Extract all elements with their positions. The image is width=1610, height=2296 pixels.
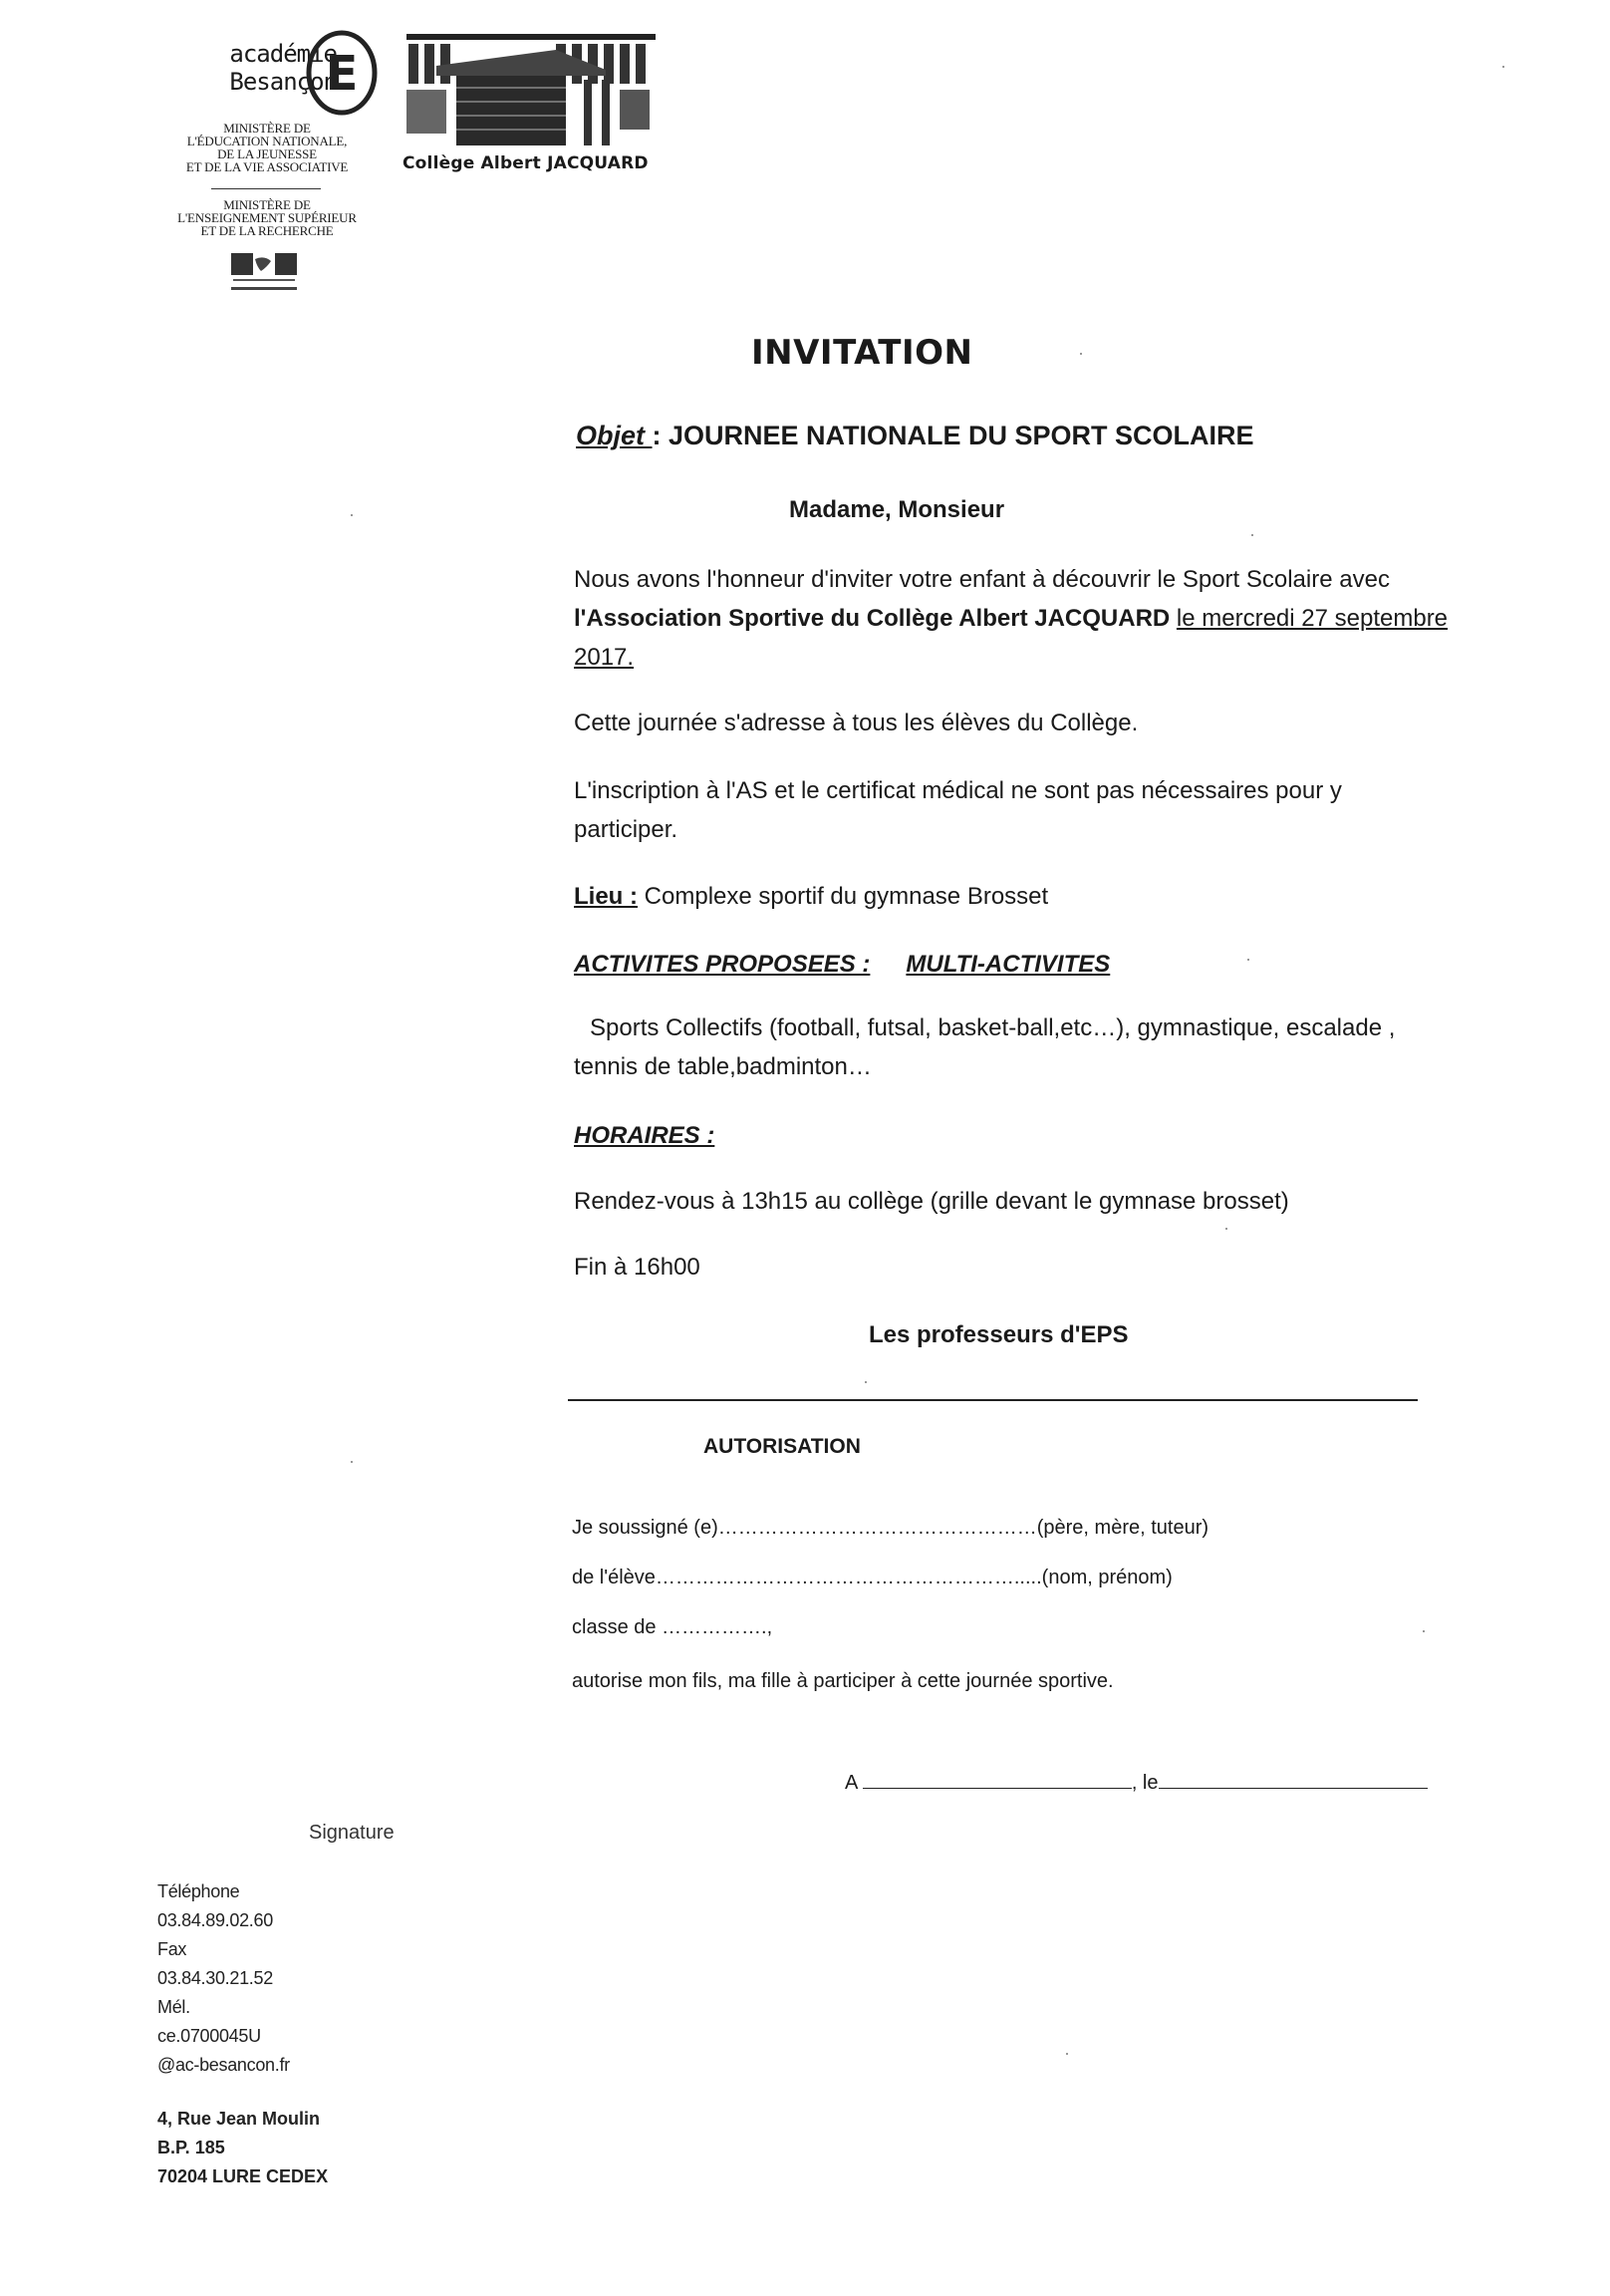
contact-block bbox=[157, 1877, 290, 2080]
scan-speck bbox=[1502, 66, 1504, 68]
form-line-consent: autorise mon fils, ma fille à participer à cette journée sportive. bbox=[572, 1670, 1114, 1692]
academie-e-logo-icon bbox=[305, 28, 379, 118]
address-city: 70204 LURE CEDEX bbox=[157, 2166, 329, 2186]
signature-label: Signature bbox=[309, 1822, 395, 1844]
college-name: Collège Albert JACQUARD bbox=[402, 153, 649, 173]
requirements-paragraph: L'inscription à l'AS et le certificat médical ne sont pas nécessaires pour y participer. bbox=[574, 777, 1342, 843]
address-street: 4, Rue Jean Moulin bbox=[157, 2109, 321, 2129]
cut-line-divider bbox=[568, 1399, 1418, 1401]
para1-text: Nous avons l'honneur d'inviter votre enfant à découvrir le Sport Scolaire avec bbox=[574, 566, 1390, 593]
lieu-label: Lieu : bbox=[574, 883, 638, 910]
page-title: INVITATION bbox=[751, 333, 973, 373]
scan-speck bbox=[1247, 959, 1249, 961]
scan-speck bbox=[351, 514, 353, 516]
ministere-education bbox=[167, 122, 367, 173]
horaires-heading: HORAIRES : bbox=[574, 1122, 715, 1149]
objet-label: Objet bbox=[576, 421, 653, 450]
scan-speck bbox=[351, 1461, 353, 1463]
audience-paragraph: Cette journée s'adresse à tous les élèves du Collège. bbox=[574, 710, 1139, 736]
scan-speck bbox=[1080, 353, 1082, 355]
address-block bbox=[157, 2105, 328, 2191]
date-blank-field[interactable] bbox=[1159, 1786, 1428, 1789]
objet-text: : JOURNEE NATIONALE DU SPORT SCOLAIRE bbox=[652, 421, 1254, 450]
form-line-class[interactable]: classe de ……………., bbox=[572, 1616, 773, 1638]
rendezvous-line: Rendez-vous à 13h15 au collège (grille devant le gymnase brosset) bbox=[574, 1188, 1289, 1215]
activites-list: Sports Collectifs (football, futsal, basket-ball,etc…), gymnastique, escalade , tennis de table,badminton… bbox=[574, 1014, 1396, 1080]
place-blank-field[interactable] bbox=[863, 1786, 1132, 1789]
scan-speck bbox=[865, 1381, 867, 1383]
association-name: l'Association Sportive du Collège Albert JACQUARD bbox=[574, 605, 1171, 632]
contact-email-domain: @ac-besancon.fr bbox=[157, 2055, 290, 2075]
objet-line bbox=[576, 421, 1254, 451]
para1-space bbox=[1170, 605, 1177, 632]
ministere2-line: ET DE LA RECHERCHE bbox=[200, 223, 334, 238]
ministere1-line: MINISTÈRE DE bbox=[223, 121, 311, 136]
ministere1-line: ET DE LA VIE ASSOCIATIVE bbox=[185, 159, 349, 174]
place-date-line bbox=[845, 1772, 1428, 1795]
academie-line2: Besançon bbox=[229, 68, 337, 96]
academie-line1: académie bbox=[229, 40, 337, 68]
college-building-logo-icon bbox=[406, 30, 656, 149]
scan-speck bbox=[1251, 534, 1253, 536]
header-separator bbox=[211, 188, 321, 189]
ministere-enseignement bbox=[159, 198, 375, 237]
contact-email-label: Mél. bbox=[157, 1997, 190, 2017]
salutation: Madame, Monsieur bbox=[789, 496, 1005, 523]
activites-value: MULTI-ACTIVITES bbox=[906, 951, 1111, 978]
lieu-text: Complexe sportif du gymnase Brosset bbox=[638, 883, 1049, 910]
academie-letter: E bbox=[325, 46, 359, 102]
place-label: A bbox=[845, 1772, 858, 1794]
contact-phone-label: Téléphone bbox=[157, 1881, 240, 1901]
date-label: , le bbox=[1131, 1772, 1159, 1794]
republique-francaise-logo-icon bbox=[227, 251, 301, 295]
activites-label: ACTIVITES PROPOSEES : bbox=[574, 951, 871, 978]
ministere1-line: L'ÉDUCATION NATIONALE, bbox=[186, 134, 348, 148]
lieu-line bbox=[574, 877, 1451, 916]
ministere1-line: DE LA JEUNESSE bbox=[217, 146, 317, 161]
form-line-student[interactable]: de l'élève……………………………………………….....(nom, prénom) bbox=[572, 1567, 1173, 1588]
signoff: Les professeurs d'EPS bbox=[869, 1321, 1129, 1348]
end-time-line: Fin à 16h00 bbox=[574, 1254, 700, 1281]
event-date: le mercredi 27 septembre 2017. bbox=[574, 605, 1449, 671]
contact-fax-label: Fax bbox=[157, 1939, 187, 1959]
contact-phone-number: 03.84.89.02.60 bbox=[157, 1910, 273, 1930]
address-bp: B.P. 185 bbox=[157, 2138, 225, 2157]
form-line-parent[interactable]: Je soussigné (e)…………………………………………(père, mère, tuteur) bbox=[572, 1517, 1209, 1539]
activites-heading bbox=[574, 945, 1146, 984]
scan-speck bbox=[1225, 1228, 1227, 1230]
autorisation-title: AUTORISATION bbox=[703, 1435, 861, 1458]
contact-email-user: ce.0700045U bbox=[157, 2026, 261, 2046]
ministere2-line: L'ENSEIGNEMENT SUPÉRIEUR bbox=[177, 210, 357, 225]
scan-speck bbox=[1423, 1630, 1425, 1632]
invitation-paragraph bbox=[574, 560, 1451, 677]
contact-fax-number: 03.84.30.21.52 bbox=[157, 1968, 273, 1988]
ministere2-line: MINISTÈRE DE bbox=[223, 197, 311, 212]
scan-speck bbox=[1066, 2053, 1068, 2055]
